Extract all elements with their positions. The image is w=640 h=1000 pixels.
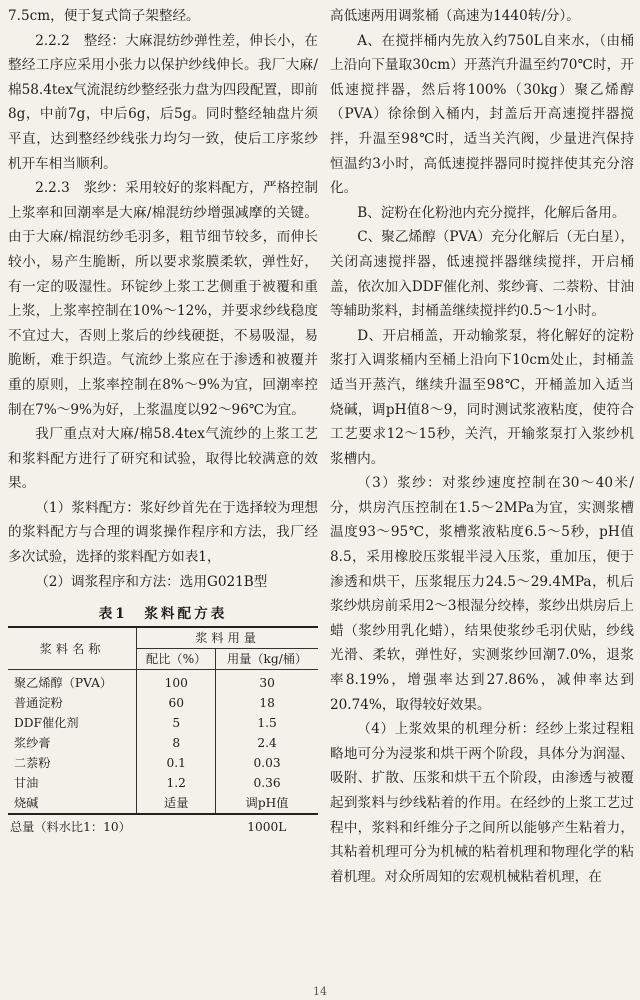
header-group: 浆料用量 bbox=[137, 627, 318, 649]
step-c: C、聚乙烯醇（PVA）充分化解后（无白星），关闭高速搅拌器，低速搅拌器继续搅拌，开启桶盖，依次加入DDF催化剂、浆纱膏、二萘粉、甘油等辅助浆料，封桶盖继续搅拌约0.5～1小时。 bbox=[330, 229, 634, 320]
table-row bbox=[8, 793, 318, 814]
row-name: 甘油 bbox=[8, 773, 137, 793]
step-a: A、在搅拌桶内先放入约750L自来水，（由桶上沿向下量取30cm）开蒸汽升温至约70℃时，开低速搅拌器，然后将100%（30kg）聚乙烯醇（PVA）徐徐倒入桶内，封盖后开高速搅拌器搅拌，升温至98℃时，适当关汽阀，少量进汽保持恒温约3小时，高低速搅拌器同时搅拌使其充分溶化。 bbox=[330, 32, 634, 197]
header-amount: 用量（kg/桶） bbox=[216, 649, 318, 670]
header-name: 浆料名称 bbox=[8, 627, 137, 670]
table-body bbox=[8, 670, 318, 815]
row-ratio: 0.1 bbox=[137, 753, 216, 773]
table-total-row bbox=[8, 814, 318, 837]
table-row bbox=[8, 733, 318, 753]
row-amount: 30 bbox=[259, 676, 275, 691]
table-row bbox=[8, 670, 318, 694]
right-column bbox=[330, 4, 634, 889]
row-name: 普通淀粉 bbox=[8, 693, 137, 713]
table-row bbox=[8, 753, 318, 773]
row-ratio: 60 bbox=[137, 693, 216, 713]
row-ratio: 5 bbox=[137, 713, 216, 733]
item-recipe: （1）浆料配方：浆好纱首先在于选择较为理想的浆料配方与合理的调浆操作程序和方法，我厂经多次试验，选择的浆料配方如表1， bbox=[8, 499, 318, 566]
section-warping: 2.2.2 整经：大麻混纺纱弹性差，伸长小，在整经工序应采用小张力以保护纱线伸长。我厂大麻/棉58.4tex气流混纺纱整经张力盘为四段配置，即前8g，中前7g，中后6g，后5g。同时整经轴盘片须平直，达到整经纱线张力均匀一致，使后工序浆纱机开车相当顺利。 bbox=[8, 32, 318, 172]
recipe-table bbox=[8, 626, 318, 837]
row-name: 烧碱 bbox=[8, 793, 137, 814]
total-label: 总量（料水比1：10） bbox=[8, 814, 216, 837]
table-row bbox=[8, 713, 318, 733]
row-name: 浆纱膏 bbox=[8, 733, 137, 753]
step-b: B、淀粉在化粉池内充分搅拌，化解后备用。 bbox=[357, 204, 626, 221]
row-ratio: 1.2 bbox=[137, 773, 216, 793]
row-amount: 0.36 bbox=[253, 776, 281, 791]
row-amount: 0.03 bbox=[253, 756, 281, 771]
item-mechanism: （4）上浆效果的机理分析：经纱上浆过程粗略地可分为浸浆和烘干两个阶段，具体分为润湿、吸附、扩散、压浆和烘干五个阶段，由渗透与被覆起到浆料与纱线粘着的作用。在经纱的上浆工艺过程中，浆料和纤维分子之间所以能够产生粘着力，其粘着机理可分为机械的粘着机理和物理化学的粘着机理。对众所周知的宏观机械粘着机理，在 bbox=[330, 721, 634, 885]
row-name: 聚乙烯醇（PVA） bbox=[8, 670, 137, 694]
header-ratio: 配比（%） bbox=[137, 649, 216, 670]
item-procedure: （2）调浆程序和方法：选用G021B型 bbox=[35, 573, 268, 590]
left-column bbox=[8, 4, 318, 837]
study-paragraph: 我厂重点对大麻/棉58.4tex气流纱的上浆工艺和浆料配方进行了研究和试验，取得比较满意的效果。 bbox=[8, 426, 318, 492]
page-number: 14 bbox=[313, 985, 327, 998]
table-title: 表1 浆料配方表 bbox=[98, 606, 228, 623]
section-sizing: 2.2.3 浆纱：采用较好的浆料配方，严格控制上浆率和回潮率是大麻/棉混纺纱增强减摩的关键。由于大麻/棉混纺纱毛羽多，粗节细节较多，而伸长较小，易产生脆断，所以要求浆膜柔软，弹性好，有一定的吸湿性。环锭纱上浆工艺侧重于被覆和重上浆，上浆率控制在10%～12%，并要求纱线稳度不宜过大，否则上浆后的纱线硬挺，不易吸湿，易脆断，难于织造。气流纱上浆应在于渗透和被覆并重的原则，上浆率控制在8%～9%为宜，回潮率控制在7%～9%为好，上浆温度以92～96℃为宜。 bbox=[8, 180, 318, 418]
table-row bbox=[8, 693, 318, 713]
row-amount: 1.5 bbox=[257, 716, 277, 731]
row-name: 二萘粉 bbox=[8, 753, 137, 773]
row-name: DDF催化剂 bbox=[8, 713, 137, 733]
row-ratio: 8 bbox=[137, 733, 216, 753]
row-amount: 2.4 bbox=[257, 736, 277, 751]
step-d: D、开启桶盖，开动输浆泵，将化解好的淀粉浆打入调浆桶内至桶上沿向下10cm处止，封桶盖适当开蒸汽，继续升温至98℃，开桶盖加入适当烧碱，调pH值8～9，同时测试浆液粘度，使符合工艺要求12～15秒，关汽，开输浆泵打入浆纱机浆槽内。 bbox=[330, 327, 634, 467]
item-sizing-process: （3）浆纱：对浆纱速度控制在30～40米/分，烘房汽压控制在1.5～2MPa为宜，实测浆槽温度93～95℃，浆槽浆液粘度6.5～5秒，pH值8.5，采用橡胶压浆辊半浸入压浆，重加压，便于渗透和烘干，压浆辊压力24.5～29.4MPa，机后浆纱烘房前采用2～3根湿分绞棒，浆纱出烘房后上蜡（浆纱用乳化蜡），结果使浆纱毛羽伏贴，纱线光滑、柔软，弹性好，实测浆纱回潮7.0%，退浆率8.19%，增强率达到27.86%，减伸率达到20.74%，取得较好效果。 bbox=[330, 475, 634, 713]
row-amount: 调pH值 bbox=[245, 796, 289, 811]
left-top-line: 7.5cm，便于复式筒子架整经。 bbox=[8, 8, 200, 24]
table-row bbox=[8, 773, 318, 793]
row-ratio: 适量 bbox=[137, 793, 216, 814]
total-value: 1000L bbox=[216, 814, 318, 837]
row-ratio: 100 bbox=[137, 670, 216, 694]
right-top-line: 高低速两用调浆桶（高速为1440转/分）。 bbox=[330, 8, 580, 24]
row-amount: 18 bbox=[259, 696, 275, 711]
